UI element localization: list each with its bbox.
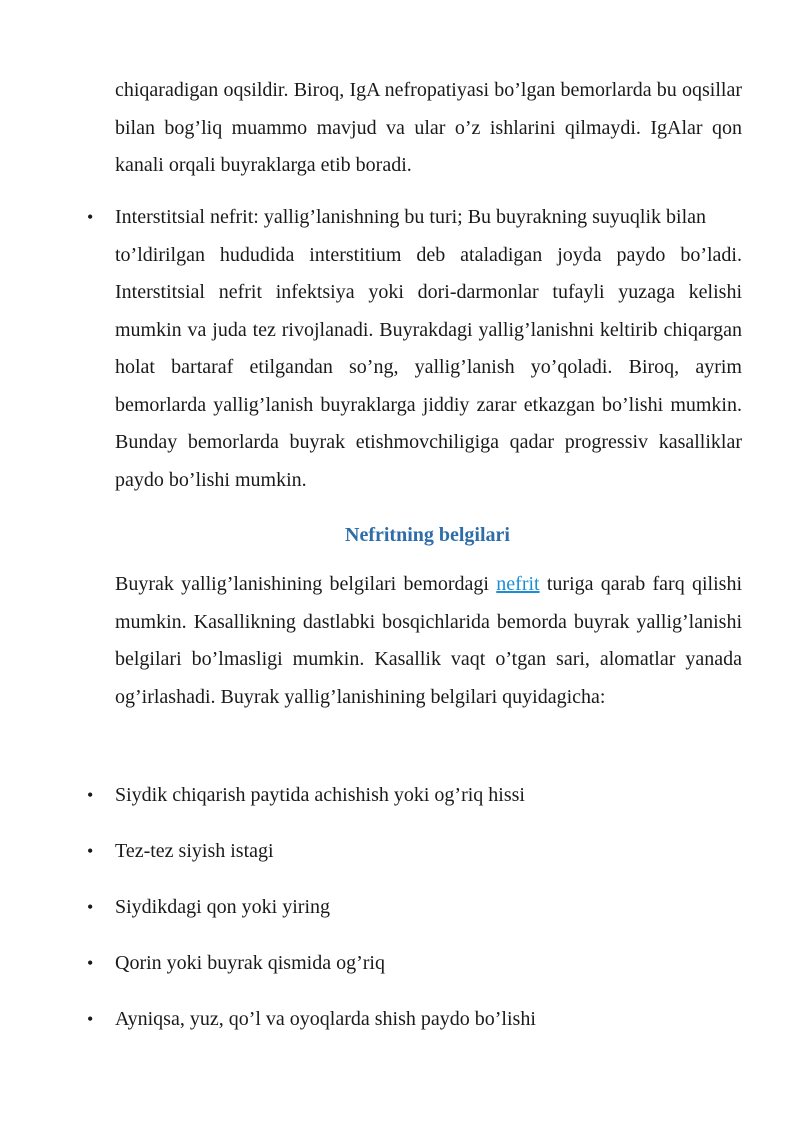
bullet-marker: •: [87, 1009, 94, 1029]
section-heading: Nefritning belgilari: [345, 524, 510, 546]
paragraph-symptoms-intro: [115, 566, 742, 716]
interstitial-first-line: Interstitsial nefrit: yallig’lanishning bu turi; Bu buyrakning suyuqlik bilan: [115, 206, 707, 228]
symptom-item: Qorin yoki buyrak qismida og’riq: [115, 952, 385, 974]
bullet-marker: •: [87, 785, 94, 805]
bullet-marker: •: [87, 953, 94, 973]
bullet-marker: •: [87, 207, 94, 227]
bullet-marker: •: [87, 841, 94, 861]
paragraph-interstitial-nephritis: [115, 199, 755, 499]
symptom-item: Siydikdagi qon yoki yiring: [115, 896, 330, 918]
symptom-item: Tez-tez siyish istagi: [115, 840, 274, 862]
nefrit-link[interactable]: nefrit: [496, 573, 540, 595]
symptom-item: Siydik chiqarish paytida achishish yoki og’riq hissi: [115, 784, 525, 806]
symptom-item: Ayniqsa, yuz, qo’l va oyoqlarda shish paydo bo’lishi: [115, 1008, 536, 1030]
paragraph-iga-continuation: chiqaradigan oqsildir. Biroq, IgA nefropatiyasi bo’lgan bemorlarda bu oqsillar bilan bog’liq muammo mavjud va ular o’z ishlarini qilmaydi. IgAlar qon kanali orqali buyraklarga etib boradi.: [115, 79, 742, 176]
interstitial-remaining-text: to’ldirilgan hududida interstitium deb ataladigan joyda paydo bo’ladi. Interstitsial nefrit infektsiya yoki dori-darmonlar tufayli yuzaga kelishi mumkin va juda tez rivojlanadi. Buyrakdagi yallig’lanishni keltirib chiqargan holat bartaraf etilgandan so’ng, yallig’lanish yo’qoladi. Biroq, ayrim bemorlarda yallig’lanish buyraklarga jiddiy zarar etkazgan bo’lishi mumkin. Bunday bemorlarda buyrak etishmovchiligiga qadar progressiv kasalliklar paydo bo’lishi mumkin.: [115, 243, 742, 491]
intro-text-before-link: Buyrak yallig’lanishining belgilari bemordagi: [115, 573, 497, 595]
bullet-marker: •: [87, 897, 94, 917]
intro-text-after-link: turiga qarab farq qilishi mumkin. Kasallikning dastlabki bosqichlarida bemorda buyrak yallig’lanishi belgilari bo’lmasligi mumkin. Kasallik vaqt o’tgan sari, alomatlar yanada og’irlashadi. Buyrak yallig’lanishining belgilari quyidagicha:: [115, 573, 742, 708]
